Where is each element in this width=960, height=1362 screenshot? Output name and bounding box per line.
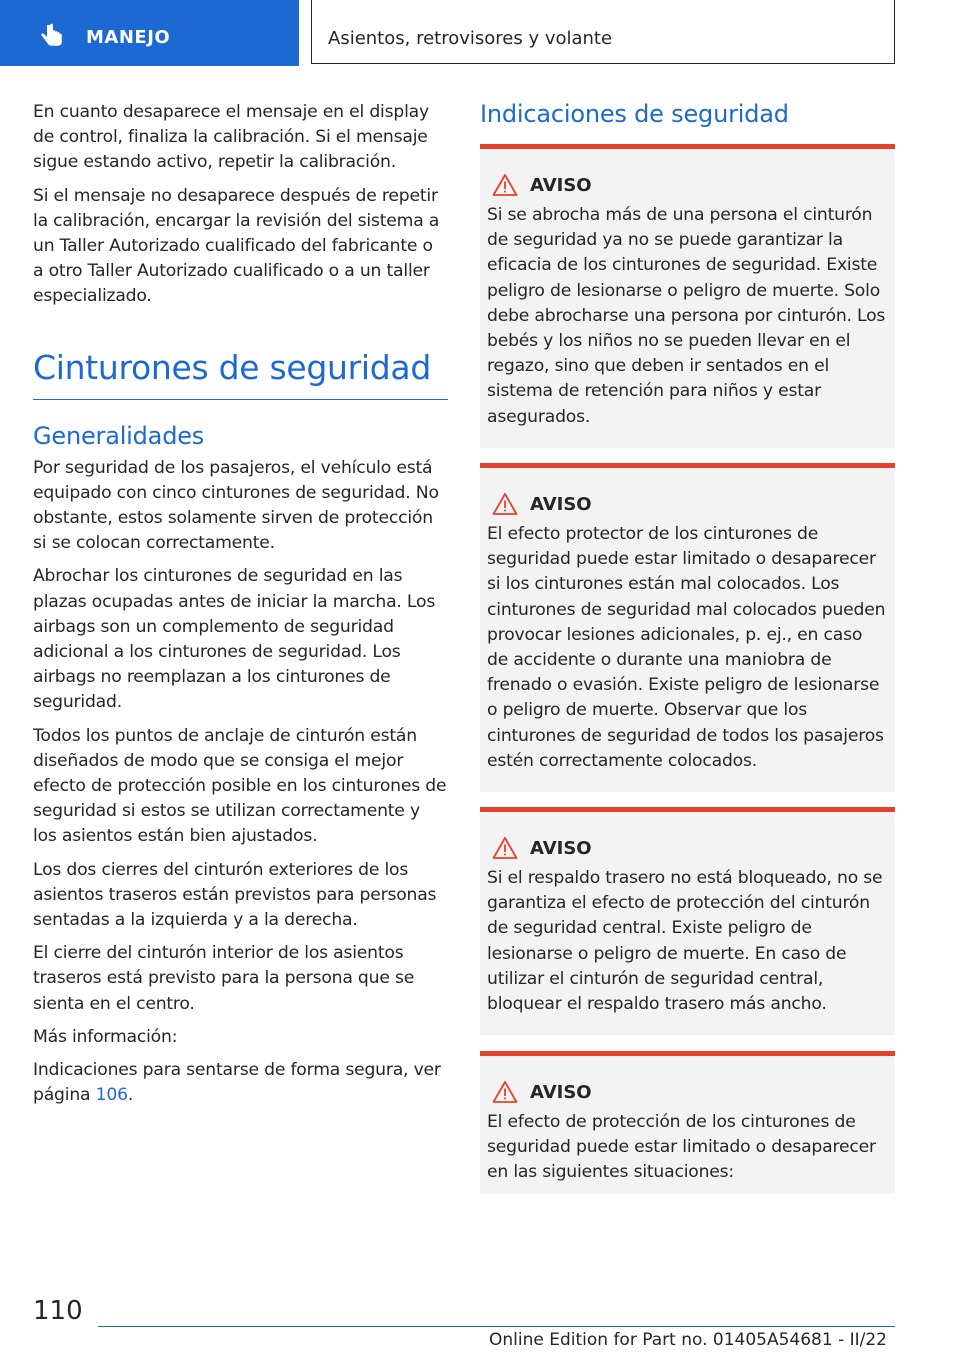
warning-label: AVISO: [530, 1081, 592, 1103]
warning-text: Si el respaldo trasero no está bloqueado, no se garantiza el efecto de protección del cinturón de seguridad central. Existe peligro de lesionarse o peligro de muerte. En caso de utilizar el cinturón de seguridad central, bloquear el respaldo trasero más ancho.: [487, 868, 883, 1015]
warning-label: AVISO: [530, 174, 592, 196]
paragraph: Abrochar los cinturones de seguridad en las plazas ocupadas antes de iniciar la marcha. Los airbags son un complemento de seguridad adicional a los cinturones de seguridad. Los airbags no reemplazan a los cinturones de seguridad.: [33, 566, 436, 713]
subsection-heading: Indicaciones de seguridad: [480, 100, 789, 128]
warning-triangle-icon: [492, 1080, 518, 1104]
warning-triangle-icon: [492, 173, 518, 197]
paragraph: Todos los puntos de anclaje de cinturón están diseñados de modo que se consiga el mejor efecto de protección posible en los cinturones de seguridad si estos se utilizan correctamente y los asientos están bien ajustados.: [33, 725, 447, 847]
section-heading: Cinturones de seguridad: [33, 348, 448, 400]
left-column: [33, 100, 448, 1117]
paragraph: Más información:: [33, 1026, 178, 1047]
page-link[interactable]: 106: [95, 1085, 128, 1106]
right-column: [480, 100, 895, 1183]
page-number: 110: [33, 1296, 83, 1326]
warning-label: AVISO: [530, 837, 592, 859]
edition-footer: Online Edition for Part no. 01405A54681 - II/22: [488, 1330, 887, 1350]
paragraph: El cierre del cinturón interior de los asientos traseros está previsto para la persona que se sienta en el centro.: [33, 943, 415, 1014]
hand-pointer-icon: [38, 22, 66, 50]
paragraph: Por seguridad de los pasajeros, el vehículo está equipado con cinco cinturones de seguridad. No obstante, estos solamente sirven de protección si se colocan correctamente.: [33, 457, 439, 554]
warning-text: El efecto de protección de los cinturones de seguridad puede estar limitado o desaparecer en las siguientes situaciones:: [487, 1112, 876, 1183]
chapter-title: Asientos, retrovisores y volante: [328, 28, 613, 49]
reference-end: .: [127, 1085, 134, 1106]
warning-box: [480, 1051, 895, 1194]
warning-box: [480, 144, 895, 448]
warning-text: Si se abrocha más de una persona el cinturón de seguridad ya no se puede garantizar la eficacia de los cinturones de seguridad. Existe peligro de lesionarse o peligro de muerte. Solo debe abrocharse una persona por cinturón. Los bebés y los niños no se pueden llevar en el regazo, sino que deben ir sentados en el sistema de retención para niños y estar asegurados.: [487, 205, 886, 427]
reference-text: Indicaciones para sentarse de forma segura, ver página: [33, 1060, 441, 1106]
section-tab: [0, 0, 299, 66]
reference-paragraph: [33, 1058, 448, 1108]
warning-triangle-icon: [492, 836, 518, 860]
warning-triangle-icon: [492, 492, 518, 516]
warning-box: [480, 807, 895, 1035]
paragraph: En cuanto desaparece el mensaje en el display de control, finaliza la calibración. Si el mensaje sigue estando activo, repetir la calibración.: [33, 102, 429, 173]
section-label: MANEJO: [86, 27, 171, 48]
warning-text: El efecto protector de los cinturones de seguridad puede estar limitado o desaparecer si los cinturones están mal colocados. Los cinturones de seguridad mal colocados pueden provocar lesiones adicionales, p. ej., en caso de accidente o durante una maniobra de frenado o evasión. Existe peligro de lesionarse o peligro de muerte. Observar que los cinturones de seguridad de todos los pasajeros estén correctamente colocados.: [487, 524, 886, 771]
warning-box: [480, 463, 895, 792]
footer-divider: [98, 1326, 895, 1327]
paragraph: Los dos cierres del cinturón exteriores de los asientos traseros están previstos para personas sentadas a la izquierda y a la derecha.: [33, 859, 437, 931]
chapter-header: [311, 0, 895, 64]
paragraph: Si el mensaje no desaparece después de repetir la calibración, encargar la revisión del sistema a un Taller Autorizado cualificado del fabricante o a otro Taller Autorizado cualificado o a un taller especializado.: [33, 185, 440, 307]
warning-label: AVISO: [530, 493, 592, 515]
subsection-heading: Generalidades: [33, 421, 205, 450]
